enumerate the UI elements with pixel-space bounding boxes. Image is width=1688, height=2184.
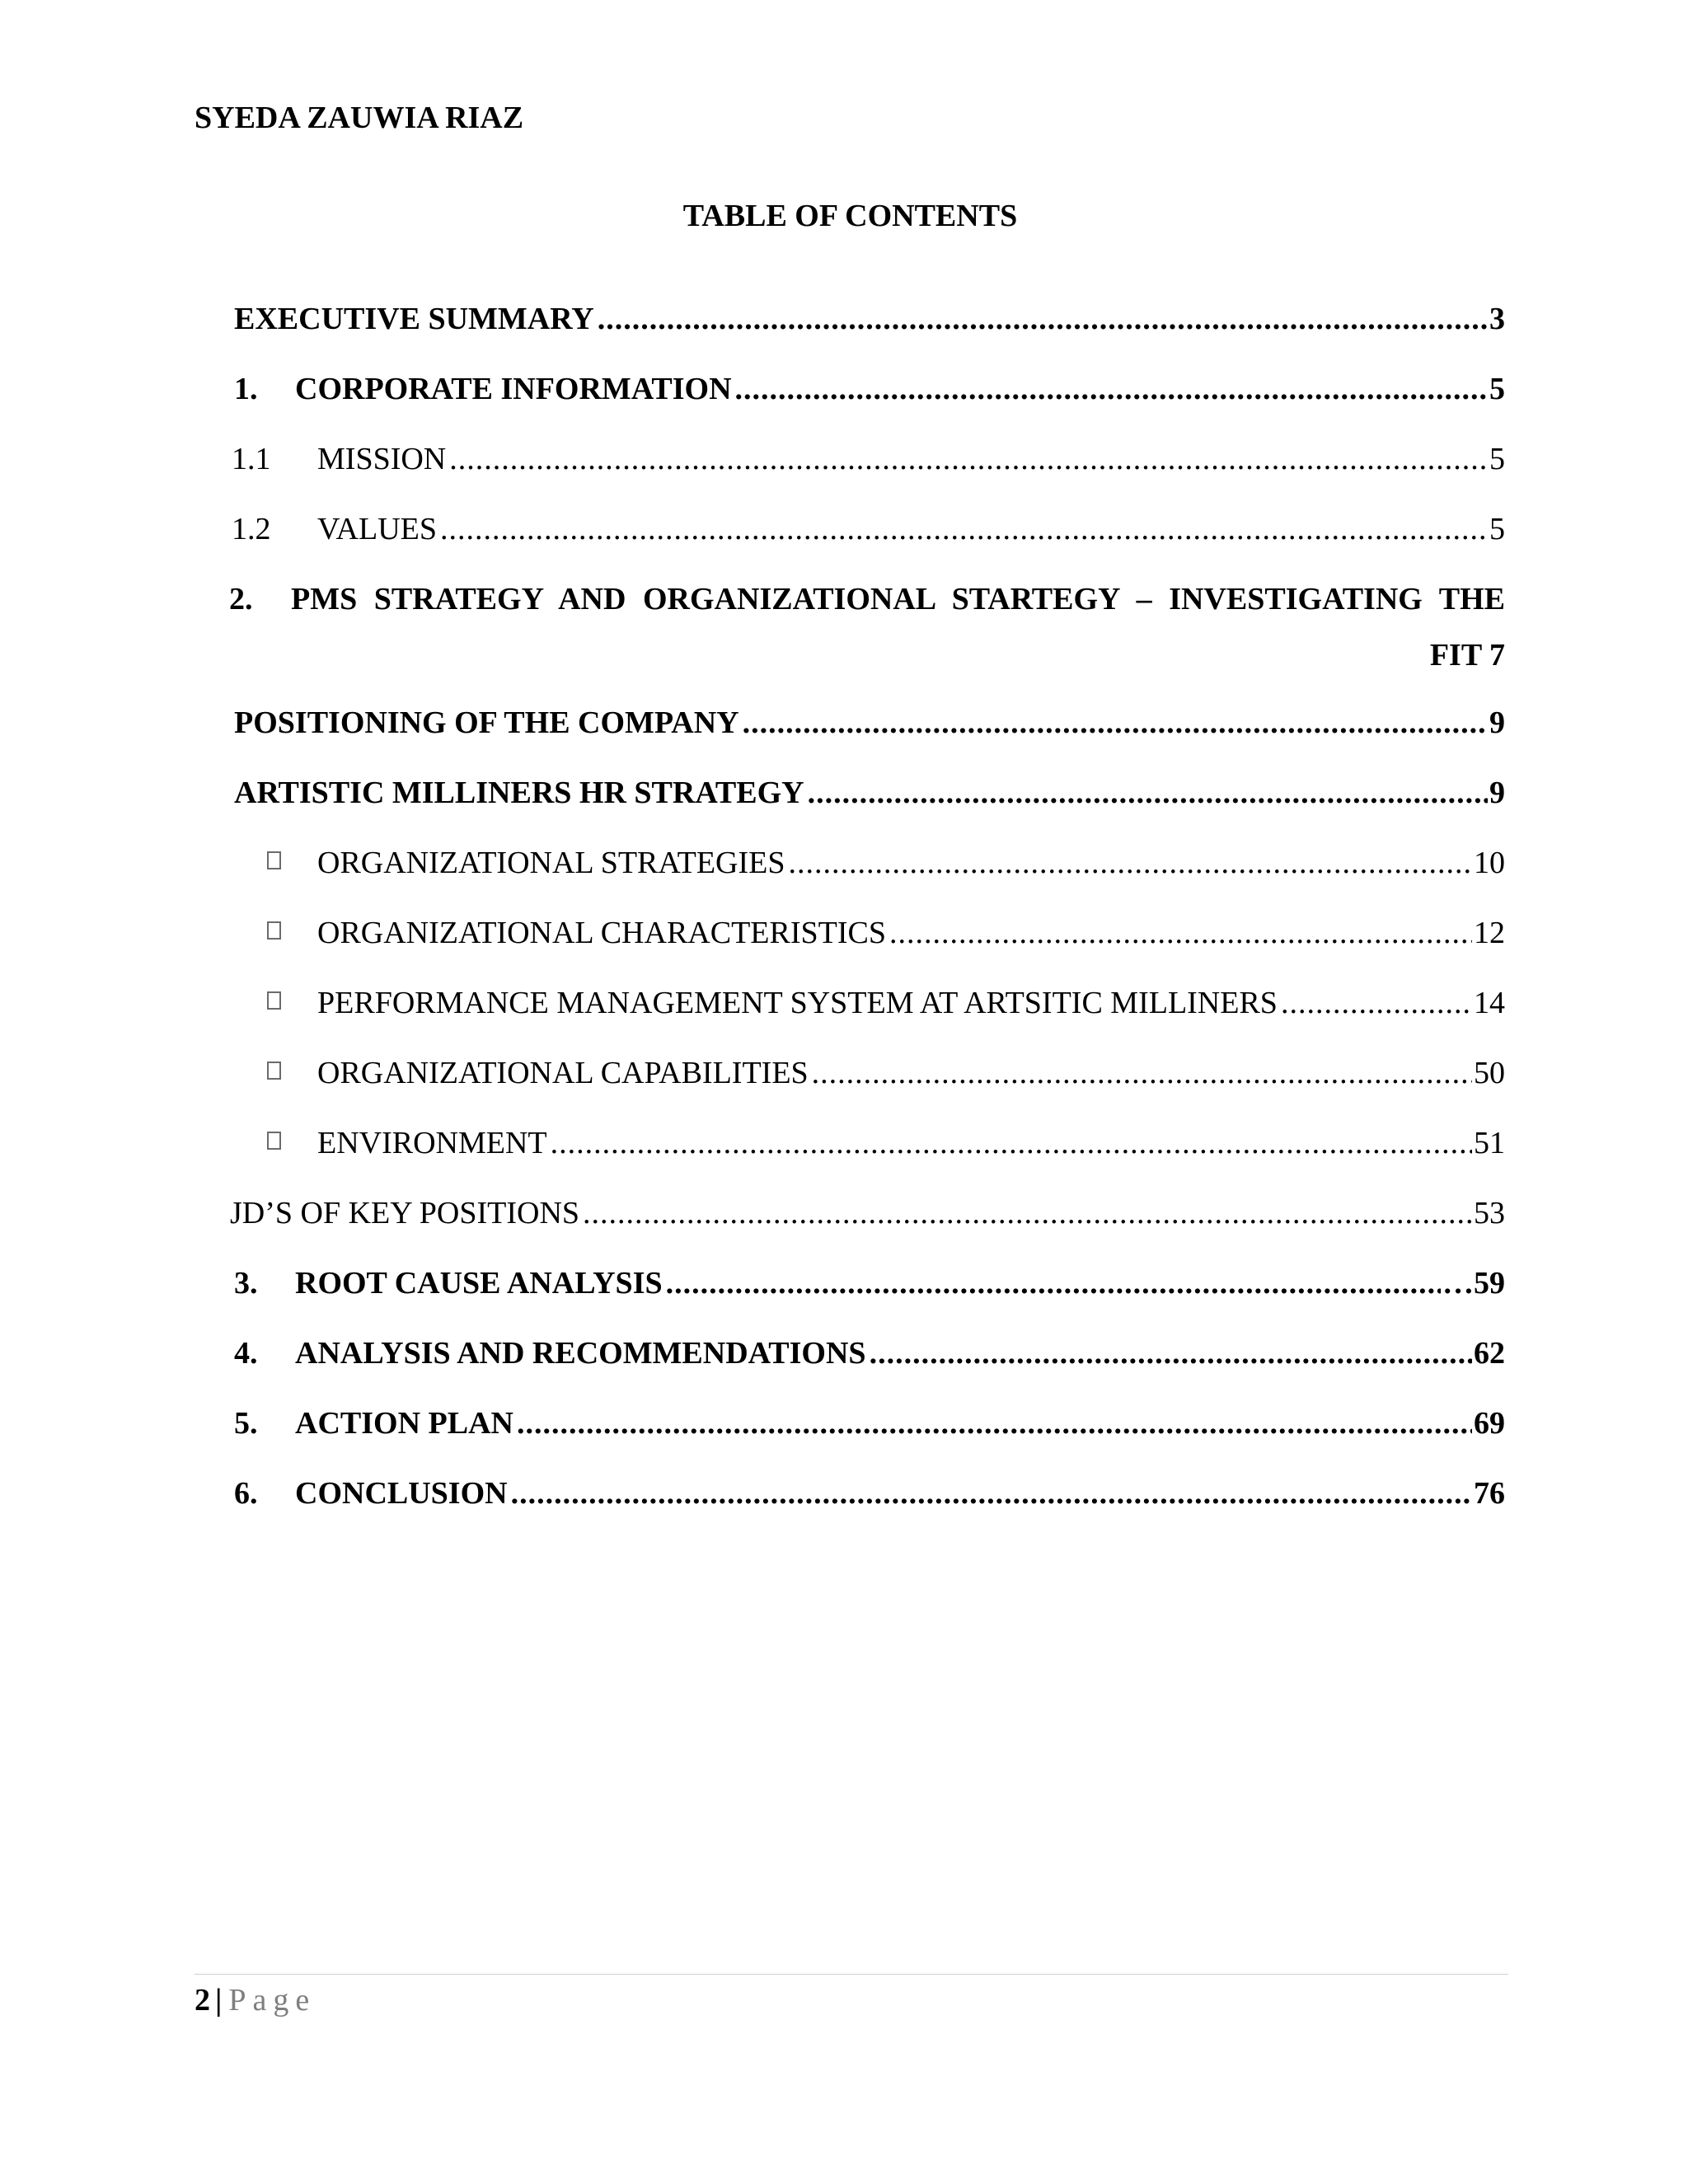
toc-entry-root-cause-analysis[interactable] <box>234 1263 1505 1304</box>
toc-entry-conclusion[interactable] <box>234 1473 1505 1514</box>
toc-entry-page: 9 <box>1489 776 1505 810</box>
toc-entry-page: 51 <box>1474 1126 1505 1160</box>
toc-dot-leader <box>579 1193 1472 1234</box>
toc-entry-number: 1. <box>234 372 258 406</box>
toc-entry-page: 5 <box>1489 442 1505 476</box>
toc-entry-label: CORPORATE INFORMATION <box>295 372 732 406</box>
toc-entry-label: ORGANIZATIONAL CHARACTERISTICS <box>317 916 886 950</box>
toc-title: TABLE OF CONTENTS <box>682 199 1018 233</box>
toc-entry-page: 12 <box>1474 916 1505 950</box>
toc-entry-label: POSITIONING OF THE COMPANY <box>234 705 739 740</box>
toc-entry-organizational-capabilities[interactable] <box>234 1052 1505 1094</box>
footer-page-word: Page <box>228 1983 316 2018</box>
toc-entry-label: JD’S OF KEY POSITIONS <box>230 1196 580 1230</box>
toc-entry-label: VALUES <box>317 512 437 546</box>
toc-dot-leader <box>446 438 1488 480</box>
toc-entry-jds-key-positions[interactable] <box>230 1193 1505 1234</box>
toc-entry-number: 1.2 <box>232 512 271 546</box>
toc-entry-number: 2. <box>229 582 253 616</box>
toc-dot-leader <box>886 912 1472 954</box>
toc-dot-leader <box>547 1122 1472 1164</box>
toc-dot-leader <box>739 702 1488 743</box>
toc-entry-label: MISSION <box>317 442 447 476</box>
toc-entry-label: ARTISTIC MILLINERS HR STRATEGY <box>234 776 804 810</box>
toc-dot-leader <box>732 368 1488 410</box>
bullet-box-icon <box>267 1132 281 1150</box>
toc-dot-leader <box>866 1333 1472 1374</box>
toc-dot-leader <box>594 298 1488 340</box>
toc-entry-label: CONCLUSION <box>295 1476 508 1511</box>
toc-dot-leader <box>1278 982 1472 1024</box>
toc-entry-organizational-strategies[interactable] <box>234 842 1505 883</box>
bullet-box-icon <box>267 921 281 940</box>
toc-entry-mission[interactable] <box>234 438 1505 480</box>
bullet-box-icon <box>267 991 281 1010</box>
page-footer <box>195 1980 316 2021</box>
toc-dot-leader <box>804 772 1488 813</box>
toc-entry-organizational-characteristics[interactable] <box>234 912 1505 954</box>
toc-entry-hr-strategy[interactable] <box>234 772 1505 813</box>
toc-entry-label: EXECUTIVE SUMMARY <box>234 302 594 336</box>
toc-entry-page: 53 <box>1474 1196 1505 1230</box>
toc-entry-number: 3. <box>234 1266 258 1301</box>
toc-entry-page: 3 <box>1489 302 1505 336</box>
footer-separator: | <box>215 1983 223 2018</box>
toc-entry-page: 5 <box>1489 372 1505 406</box>
toc-entry-label: ORGANIZATIONAL STRATEGIES <box>317 846 785 880</box>
toc-entry-environment[interactable] <box>234 1122 1505 1164</box>
toc-entry-label: ENVIRONMENT <box>317 1126 547 1160</box>
toc-entry-performance-management-system[interactable] <box>234 982 1505 1024</box>
toc-entry-page: 9 <box>1489 705 1505 740</box>
toc-entry-page: 76 <box>1474 1476 1505 1511</box>
bullet-box-icon <box>267 851 281 869</box>
toc-entry-action-plan[interactable] <box>234 1403 1505 1444</box>
toc-entry-page: 69 <box>1474 1406 1505 1441</box>
toc-dot-leader <box>809 1052 1472 1094</box>
toc-entry-number: 6. <box>234 1476 258 1511</box>
toc-entry-page: 62 <box>1474 1336 1505 1371</box>
toc-entry-label-line1: PMS STRATEGY AND ORGANIZATIONAL STARTEGY – INVESTIGATING THE <box>291 582 1505 616</box>
toc-entry-page: 10 <box>1474 846 1505 880</box>
toc-entry-number: 1.1 <box>232 442 271 476</box>
toc-entry-number: 4. <box>234 1336 258 1371</box>
toc-dot-leader <box>663 1263 1441 1304</box>
toc-dot-leader <box>508 1473 1472 1514</box>
toc-dot-leader <box>437 509 1488 550</box>
toc-entry-label: ORGANIZATIONAL CAPABILITIES <box>317 1056 809 1090</box>
footer-divider <box>195 1974 1508 1975</box>
toc-entry-label-line2: FIT 7 <box>1429 638 1505 673</box>
toc-entry-executive-summary[interactable] <box>234 298 1505 340</box>
toc-entry-corporate-information[interactable] <box>234 368 1505 410</box>
toc-entry-label: ANALYSIS AND RECOMMENDATIONS <box>295 1336 866 1371</box>
toc-entry-number: 5. <box>234 1406 258 1441</box>
toc-entry-positioning[interactable] <box>234 702 1505 743</box>
toc-entry-label: ACTION PLAN <box>295 1406 513 1441</box>
document-author-header: SYEDA ZAUWIA RIAZ <box>195 101 524 135</box>
toc-dot-leader <box>785 842 1473 883</box>
toc-entry-analysis-recommendations[interactable] <box>234 1333 1505 1374</box>
toc-entry-page: 14 <box>1474 986 1505 1020</box>
toc-entry-page: …59 <box>1442 1266 1505 1301</box>
bullet-box-icon <box>267 1062 281 1080</box>
toc-entry-values[interactable] <box>234 509 1505 550</box>
toc-dot-leader <box>513 1403 1472 1444</box>
toc-entry-label: ROOT CAUSE ANALYSIS <box>295 1266 663 1301</box>
toc-entry-page: 5 <box>1489 512 1505 546</box>
footer-page-number: 2 <box>195 1983 210 2018</box>
toc-entry-label: PERFORMANCE MANAGEMENT SYSTEM AT ARTSITIC MILLINERS <box>317 986 1278 1020</box>
toc-entry-page: 50 <box>1474 1056 1505 1090</box>
